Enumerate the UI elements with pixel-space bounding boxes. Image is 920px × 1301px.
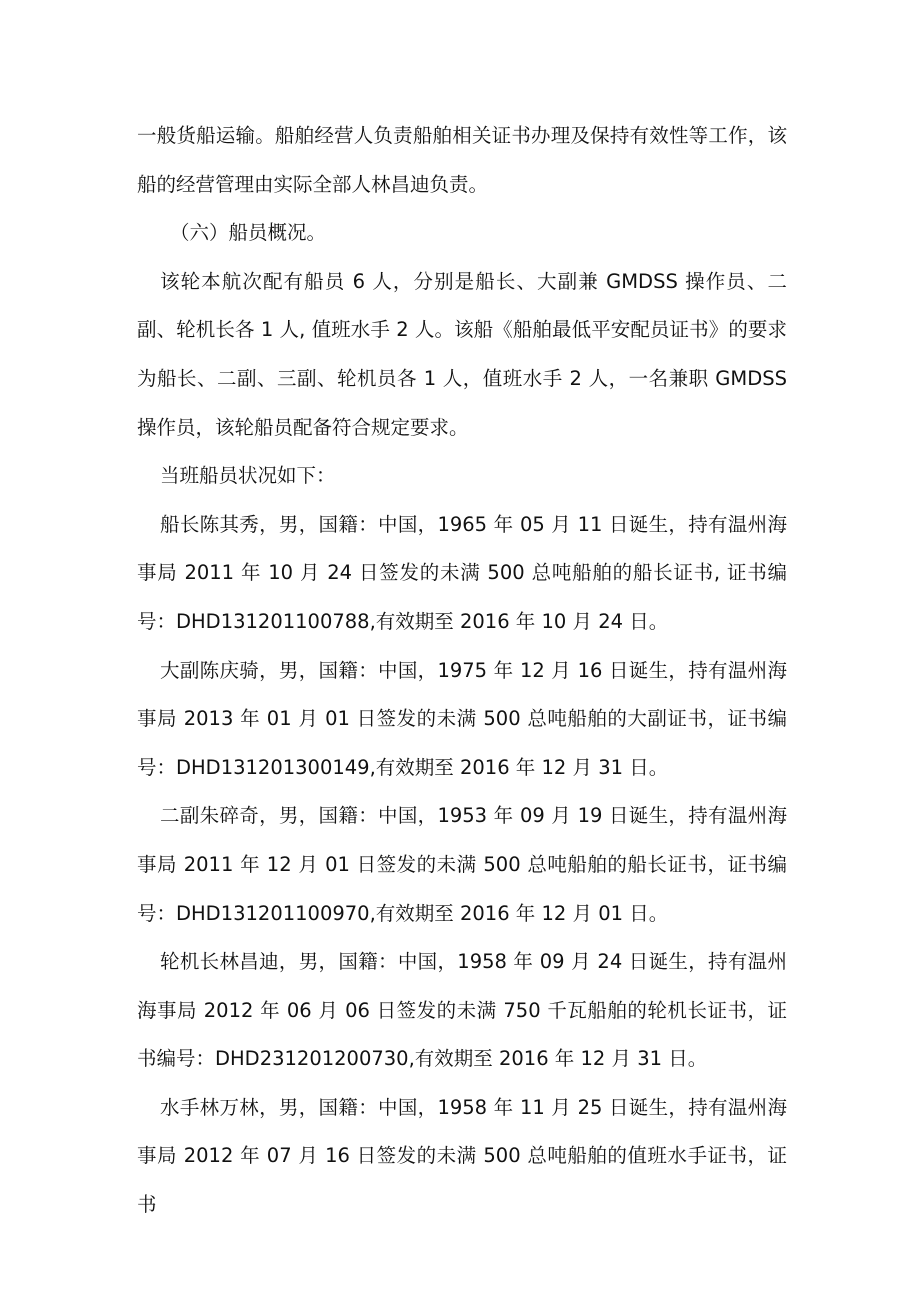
paragraph-second-officer: 二副朱碎奇，男，国籍：中国，1953 年 09 月 19 日诞生，持有温州海事局 2011 年 12 月 01 日签发的未满 500 总吨船舶的船长证书，证书编号：DHD131201100970,有效期至 2016 年 12 月 01 日。 xyxy=(137,804,787,925)
paragraph-sailor: 水手林万林，男，国籍：中国，1958 年 11 月 25 日诞生，持有温州海事局 2012 年 07 月 16 日签发的未满 500 总吨船舶的值班水手证书，证书 xyxy=(137,1095,787,1217)
paragraph-on-duty-intro: 当班船员状况如下： xyxy=(160,464,336,488)
paragraph-captain: 船长陈其秀，男，国籍：中国，1965 年 05 月 11 日诞生，持有温州海事局 2011 年 10 月 24 日签发的未满 500 总吨船舶的船长证书, 证书编号：DHD131201100788,有效期至 2016 年 10 月 24 日。 xyxy=(137,512,787,633)
paragraph-operator: 一般货船运输。船舶经营人负责船舶相关证书办理及保持有效性等工作，该船的经营管理由实际全部人林昌迪负责。 xyxy=(137,124,787,196)
section-heading-crew: （六）船员概况。 xyxy=(170,221,327,245)
document-body xyxy=(137,112,787,1230)
paragraph-chief-engineer: 轮机长林昌迪，男，国籍：中国，1958 年 09 月 24 日诞生，持有温州海事局 2012 年 06 月 06 日签发的未满 750 千瓦船舶的轮机长证书，证书编号：DHD231201200730,有效期至 2016 年 12 月 31 日。 xyxy=(137,950,787,1071)
paragraph-crew-summary: 该轮本航次配有船员 6 人，分别是船长、大副兼 GMDSS 操作员、二副、轮机长各 1 人, 值班水手 2 人。该船《船舶最低平安配员证书》的要求为船长、二副、三副、轮机员各 1 人，值班水手 2 人，一名兼职 GMDSS 操作员，该轮船员配备符合规定要求。 xyxy=(137,269,787,439)
paragraph-chief-officer: 大副陈庆骑，男，国籍：中国，1975 年 12 月 16 日诞生，持有温州海事局 2013 年 01 月 01 日签发的未满 500 总吨船舶的大副证书，证书编号：DHD131201300149,有效期至 2016 年 12 月 31 日。 xyxy=(137,658,787,779)
